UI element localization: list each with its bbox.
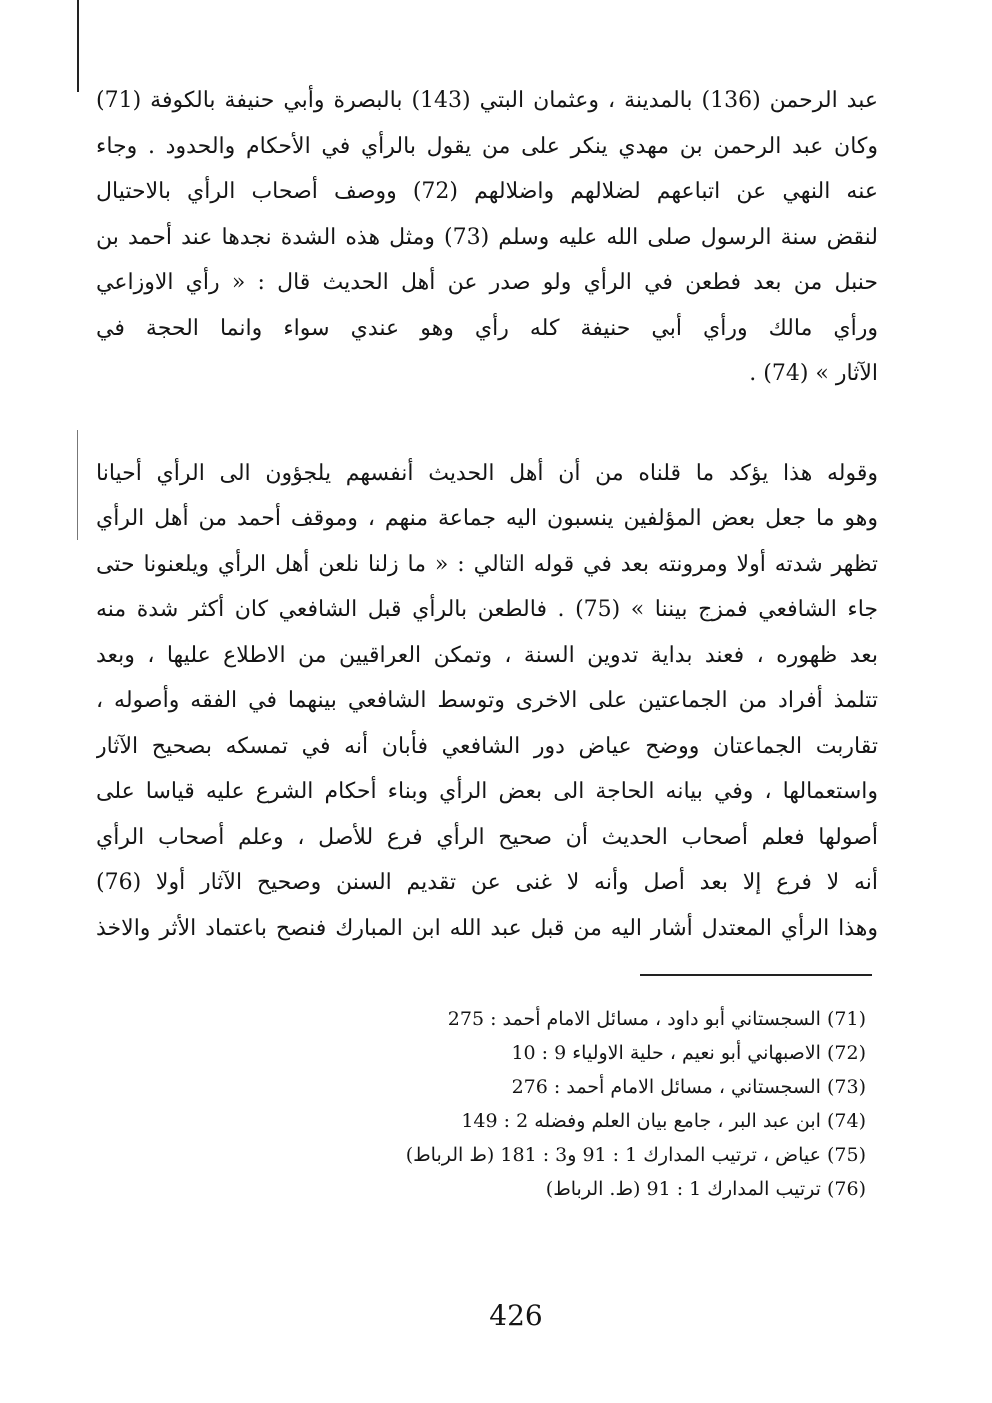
margin-rule-top bbox=[77, 0, 79, 92]
footnote-separator bbox=[640, 974, 872, 976]
page-number: 426 bbox=[489, 1299, 543, 1332]
footnote-72: (72) الاصبهاني أبو نعيم ، حلية الاولياء 9 : 10 bbox=[511, 1042, 866, 1064]
text-line: بعد ظهوره ، فعند بداية تدوين السنة ، وتمكن العراقيين من الاطلاع عليها ، وبعد bbox=[96, 642, 878, 668]
text-line: أصولها فعلم أصحاب الحديث أن صحيح الرأي فرع للأصل ، وعلم أصحاب الرأي bbox=[96, 824, 878, 850]
paragraph-gap bbox=[96, 397, 878, 451]
paragraph-1 bbox=[96, 78, 878, 397]
text-line: تقاربت الجماعتان ووضح عياض دور الشافعي فأبان أنه في تمسكه بصحيح الآثار bbox=[96, 733, 878, 759]
footnote-76: (76) ترتيب المدارك 1 : 91 (ط. الرباط) bbox=[545, 1178, 866, 1200]
text-line: لنقض سنة الرسول صلى الله عليه وسلم (73) ومثل هذه الشدة نجدها عند أحمد بن bbox=[96, 224, 878, 250]
body-text bbox=[96, 78, 878, 951]
footnote-75: (75) عياض ، ترتيب المدارك 1 : 91 و3 : 181 (ط الرباط) bbox=[405, 1144, 866, 1166]
margin-rule-lower bbox=[77, 430, 78, 540]
text-line: حنبل من بعد فطعن في الرأي ولو صدر عن أهل الحديث قال : « رأي الاوزاعي bbox=[96, 270, 878, 295]
text-line: وهو ما جعل بعض المؤلفين ينسبون اليه جماعة منهم ، وموقف أحمد من أهل الرأي bbox=[96, 506, 878, 531]
text-line: ورأي مالك ورأي أبي حنيفة كله رأي وهو عندي سواء وانما الحجة في bbox=[96, 315, 878, 341]
paragraph-2 bbox=[96, 451, 878, 952]
text-line: عنه النهي عن اتباعهم لضلالهم واضلالهم (72) ووصف أصحاب الرأي بالاحتيال bbox=[96, 179, 878, 204]
text-line: عبد الرحمن (136) بالمدينة ، وعثمان البتي (143) بالبصرة وأبي حنيفة بالكوفة (71) bbox=[96, 88, 878, 113]
footnote-71: (71) السجستاني أبو داود ، مسائل الامام أحمد : 275 bbox=[447, 1008, 866, 1030]
text-line: وقوله هذا يؤكد ما قلناه من أن أهل الحديث أنفسهم يلجؤون الى الرأي أحيانا bbox=[96, 460, 878, 486]
text-line: وهذا الرأي المعتدل أشار اليه من قبل عبد الله ابن المبارك فنصح باعتماد الأثر والاخذ bbox=[96, 915, 878, 941]
text-line: تظهر شدته أولا ومرونته بعد في قوله التالي : « ما زلنا نلعن أهل الرأي ويلعنونا حتى bbox=[96, 551, 878, 577]
text-line: واستعمالها ، وفي بيانه الحاجة الى بعض الرأي وبناء أحكام الشرع عليه قياسا على bbox=[96, 779, 878, 804]
text-line: جاء الشافعي فمزج بيننا » (75) . فالطعن بالرأي قبل الشافعي كان أكثر شدة منه bbox=[96, 597, 878, 622]
footnote-74: (74) ابن عبد البر ، جامع بيان العلم وفضله 2 : 149 bbox=[461, 1110, 866, 1132]
footnote-73: (73) السجستاني ، مسائل الامام أحمد : 276 bbox=[511, 1076, 866, 1098]
text-line: تتلمذ أفراد من الجماعتين على الاخرى وتوسط الشافعي بينهما في الفقه وأصوله ، bbox=[96, 688, 878, 713]
text-line: أنه لا فرع إلا بعد أصل وأنه لا غنى عن تقديم السنن وصحيح الآثار أولا (76) bbox=[96, 870, 878, 895]
footnotes bbox=[306, 1002, 866, 1206]
text-line: وكان عبد الرحمن بن مهدي ينكر على من يقول بالرأي في الأحكام والحدود . وجاء bbox=[96, 133, 878, 159]
text-line: الآثار » (74) . bbox=[749, 361, 878, 386]
